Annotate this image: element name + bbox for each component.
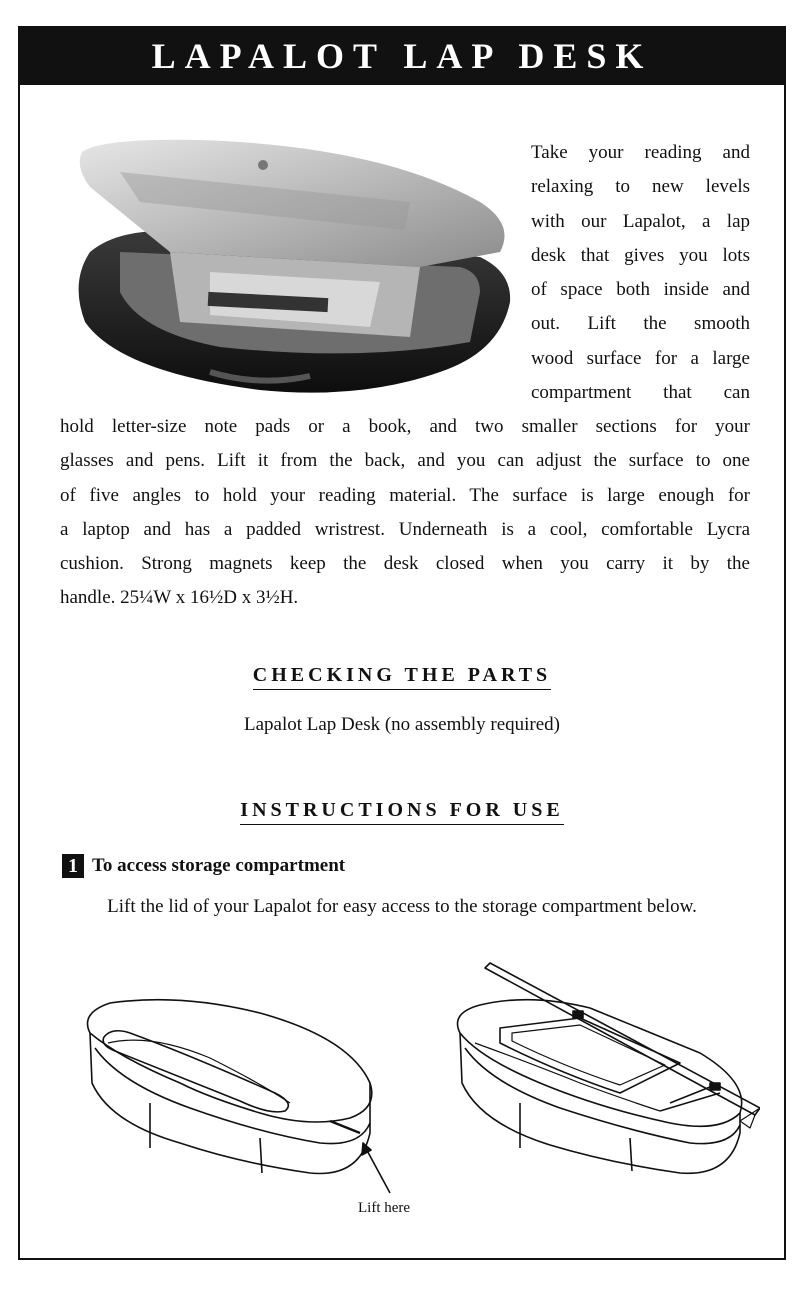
- checking-heading-wrap: [20, 664, 784, 690]
- step-title: To access storage compartment: [92, 855, 346, 876]
- step-number-badge: 1: [62, 854, 84, 878]
- intro-paragraph-bottom: [60, 410, 750, 616]
- intro-line: relaxing to new levels: [531, 176, 750, 198]
- lift-lid-diagram: [60, 933, 760, 1233]
- page-frame: [18, 26, 786, 1260]
- intro-line: cushion. Strong magnets keep the desk closed when you carry it by the: [60, 553, 750, 575]
- intro-line: out. Lift the smooth: [531, 313, 750, 335]
- intro-line: desk that gives you lots: [531, 244, 750, 266]
- page-title: LAPALOT LAP DESK: [20, 28, 784, 85]
- lift-arrow: [362, 1143, 390, 1193]
- step-description: Lift the lid of your Lapalot for easy access to the storage compartment below.: [107, 896, 697, 917]
- checking-heading: CHECKING THE PARTS: [253, 664, 551, 690]
- parts-list: Lapalot Lap Desk (no assembly required): [243, 714, 561, 735]
- intro-line: of five angles to hold your reading material. The surface is large enough for: [60, 484, 750, 506]
- intro-line: of space both inside and: [531, 279, 750, 301]
- intro-line: glasses and pens. Lift it from the back, and you can adjust the surface to one: [60, 450, 750, 472]
- intro-line: a laptop and has a padded wristrest. Underneath is a cool, comfortable Lycra: [60, 518, 750, 540]
- step-1: [62, 854, 345, 878]
- open-desk-drawing: [458, 963, 761, 1173]
- intro-line: hold letter-size note pads or a book, and two smaller sections for your: [60, 416, 750, 437]
- product-photo: [60, 132, 515, 402]
- intro-line: compartment that can: [531, 382, 750, 404]
- instructions-heading-wrap: [20, 799, 784, 825]
- intro-paragraph-top: [531, 136, 750, 410]
- intro-line: wood surface for a large: [531, 347, 750, 369]
- intro-line: with our Lapalot, a lap: [531, 210, 750, 232]
- intro-line: handle. 25¼W x 16½D x 3½H.: [60, 587, 299, 609]
- intro-line: Take your reading and: [531, 142, 750, 163]
- closed-desk-drawing: [88, 1000, 372, 1174]
- lift-here-label: Lift here: [358, 1200, 411, 1216]
- instructions-heading: INSTRUCTIONS FOR USE: [240, 799, 563, 825]
